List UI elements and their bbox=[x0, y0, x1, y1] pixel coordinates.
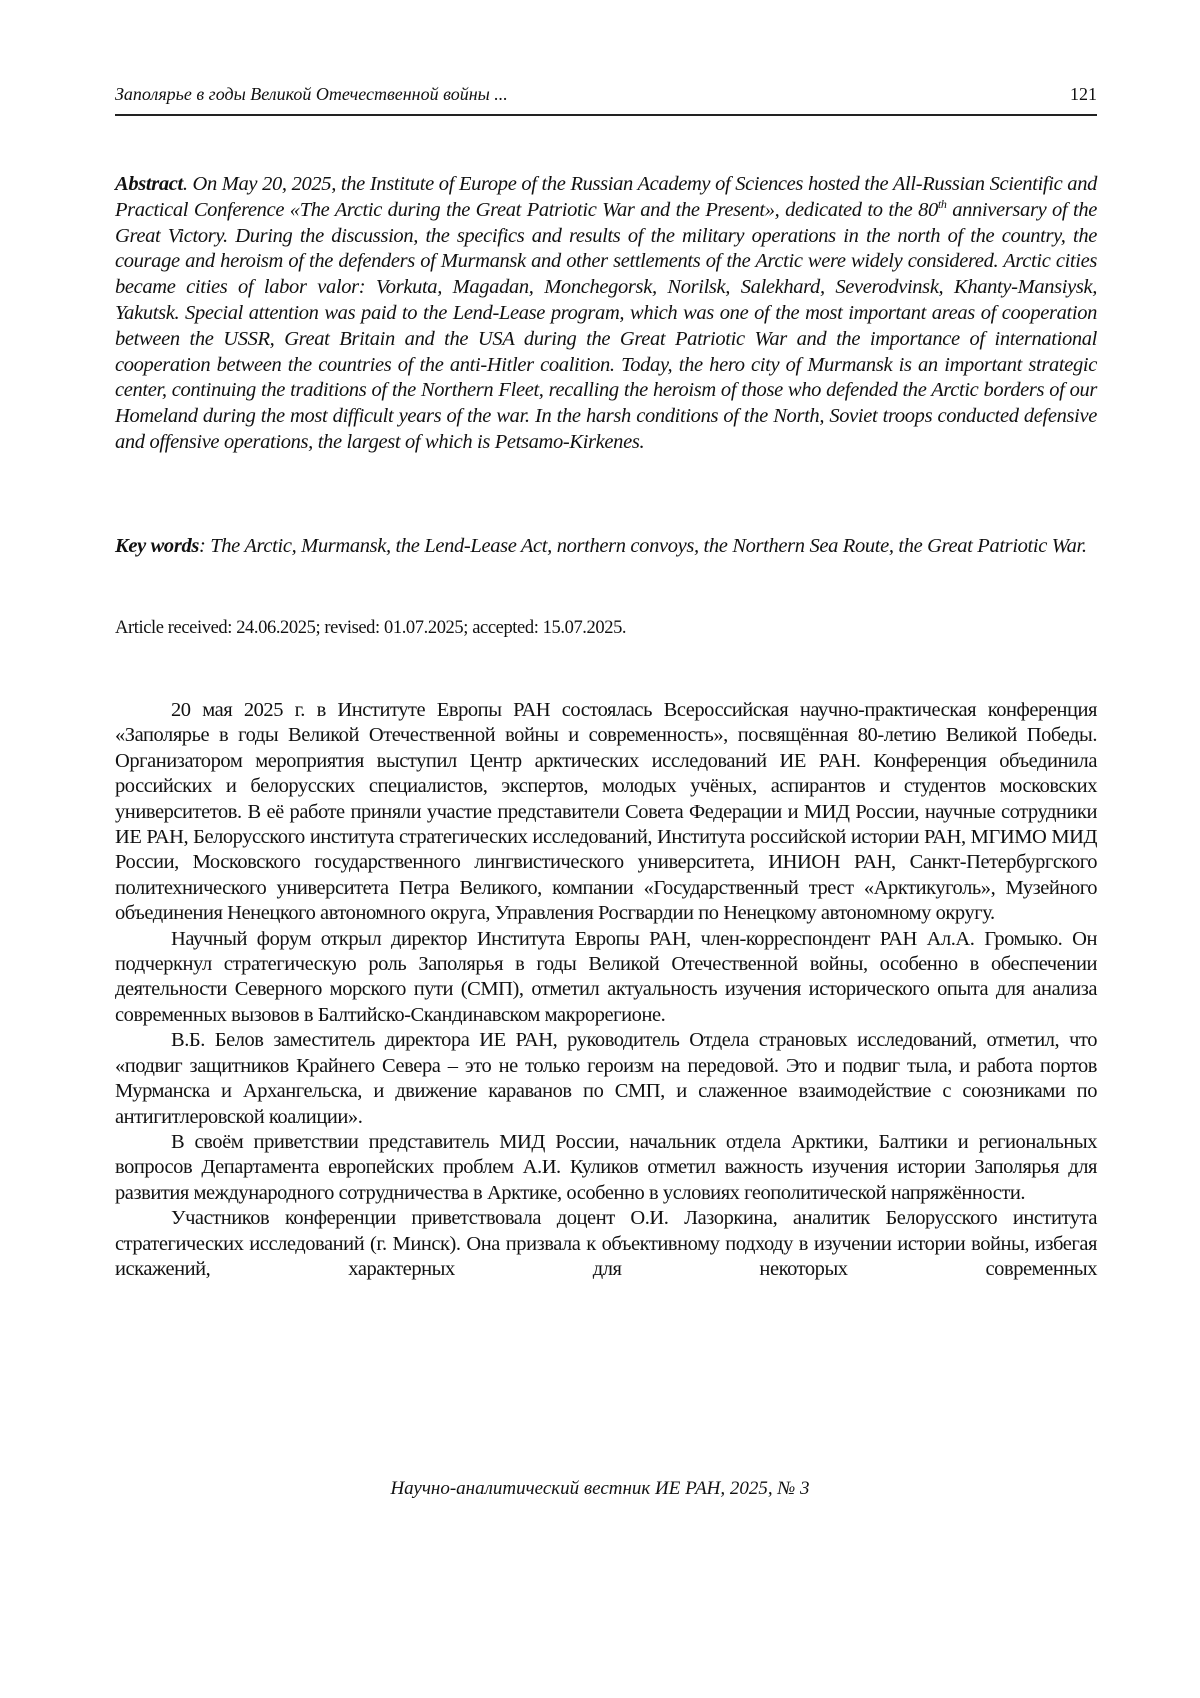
keywords-label: Key words bbox=[115, 535, 199, 557]
article-dates: Article received: 24.06.2025; revised: 01.07.2025; accepted: 15.07.2025. bbox=[115, 618, 627, 638]
paragraph: Участников конференции приветствовала доцент О.И. Лазоркина, аналитик Белорусского института стратегических исследований (г. Минск). Она призвала к объективному подходу в изучении истории войны, избегая искажений, характерных для некоторых современных bbox=[115, 1207, 1097, 1280]
paragraph: В.Б. Белов заместитель директора ИЕ РАН, руководитель Отдела страновых исследований, отметил, что «подвиг защитников Крайнего Севера – это не только героизм на передовой. Это и подвиг тыла, и работа портов Мурманска и Архангельска, и движение караванов по СМП, и слаженное взаимодействие с союзниками по антигитлеровской коалиции». bbox=[115, 1029, 1097, 1128]
body-text bbox=[115, 698, 1097, 1282]
page-number: 121 bbox=[1070, 84, 1097, 104]
abstract-text-part2: anniversary of the Great Victory. During the discussion, the specifics and results of the military operations in the north of the country, the courage and heroism of the defenders of Murmansk and other settlements of the Arctic were widely considered. Arctic cities became cities of labor valor: Vorkuta, Magadan, Monchegorsk, Norilsk, Salekhard, Severodvinsk, Khanty-Mansiysk, Yakutsk. Special attention was paid to the Lend-Lease program, which was one of the most important areas of cooperation between the USSR, Great Britain and the USA during the Great Patriotic War and the importance of international cooperation between the countries of the anti-Hitler coalition. Today, the hero city of Murmansk is an important strategic center, continuing the traditions of the Northern Fleet, recalling the heroism of those who defended the Arctic borders of our Homeland during the most difficult years of the war. In the harsh conditions of the North, Soviet troops conducted defensive and offensive operations, the largest of which is Petsamo-Kirkenes. bbox=[115, 198, 1097, 453]
abstract-text-part1: . On May 20, 2025, the Institute of Europe of the Russian Academy of Sciences hosted the All-Russian Scientific and Practical Conference «The Arctic during the Great Patriotic War and the Present», dedicated to the 80 bbox=[115, 173, 1097, 221]
keywords-text: : The Arctic, Murmansk, the Lend-Lease Act, northern convoys, the Northern Sea Route, the Great Patriotic War. bbox=[198, 535, 1087, 557]
header-rule bbox=[115, 114, 1097, 116]
paragraph: В своём приветствии представитель МИД России, начальник отдела Арктики, Балтики и региональных вопросов Департамента европейских проблем А.И. Куликов отметил важность изучения истории Заполярья для развития международного сотрудничества в Арктике, особенно в условиях геополитической напряжённости. bbox=[115, 1130, 1097, 1204]
paragraph: Научный форум открыл директор Института Европы РАН, член-корреспондент РАН Ал.А. Громыко. Он подчеркнул стратегическую роль Заполярья в годы Великой Отечественной войны, особенно в обеспечении деятельности Северного морского пути (СМП), отметил актуальность изучения исторического опыта для анализа современных вызовов в Балтийско-Скандинавском макрорегионе. bbox=[115, 927, 1097, 1026]
paragraph: 20 мая 2025 г. в Институте Европы РАН состоялась Всероссийская научно-практическая конференция «Заполярье в годы Великой Отечественной войны и современность», посвящённая 80-летию Великой Победы. Организатором мероприятия выступил Центр арктических исследований ИЕ РАН. Конференция объединила российских и белорусских специалистов, экспертов, молодых учёных, аспирантов и студентов московских университетов. В её работе приняли участие представители Совета Федерации и МИД России, научные сотрудники ИЕ РАН, Белорусского института стратегических исследований, Института российской истории РАН, МГИМО МИД России, Московского государственного лингвистического университета, ИНИОН РАН, Санкт-Петербургского политехнического университета Петра Великого, компании «Государственный трест «Арктикуголь», Музейного объединения Ненецкого автономного округа, Управления Росгвардии по Ненецкому автономному округу. bbox=[115, 699, 1097, 925]
running-header bbox=[115, 84, 1097, 105]
journal-footer: Научно-аналитический вестник ИЕ РАН, 2025, № 3 bbox=[390, 1478, 810, 1499]
keywords bbox=[115, 534, 1097, 560]
abstract-superscript: th bbox=[937, 196, 947, 211]
abstract-label: Abstract bbox=[115, 173, 183, 195]
abstract bbox=[115, 172, 1097, 456]
running-title: Заполярье в годы Великой Отечественной войны ... bbox=[115, 84, 508, 104]
